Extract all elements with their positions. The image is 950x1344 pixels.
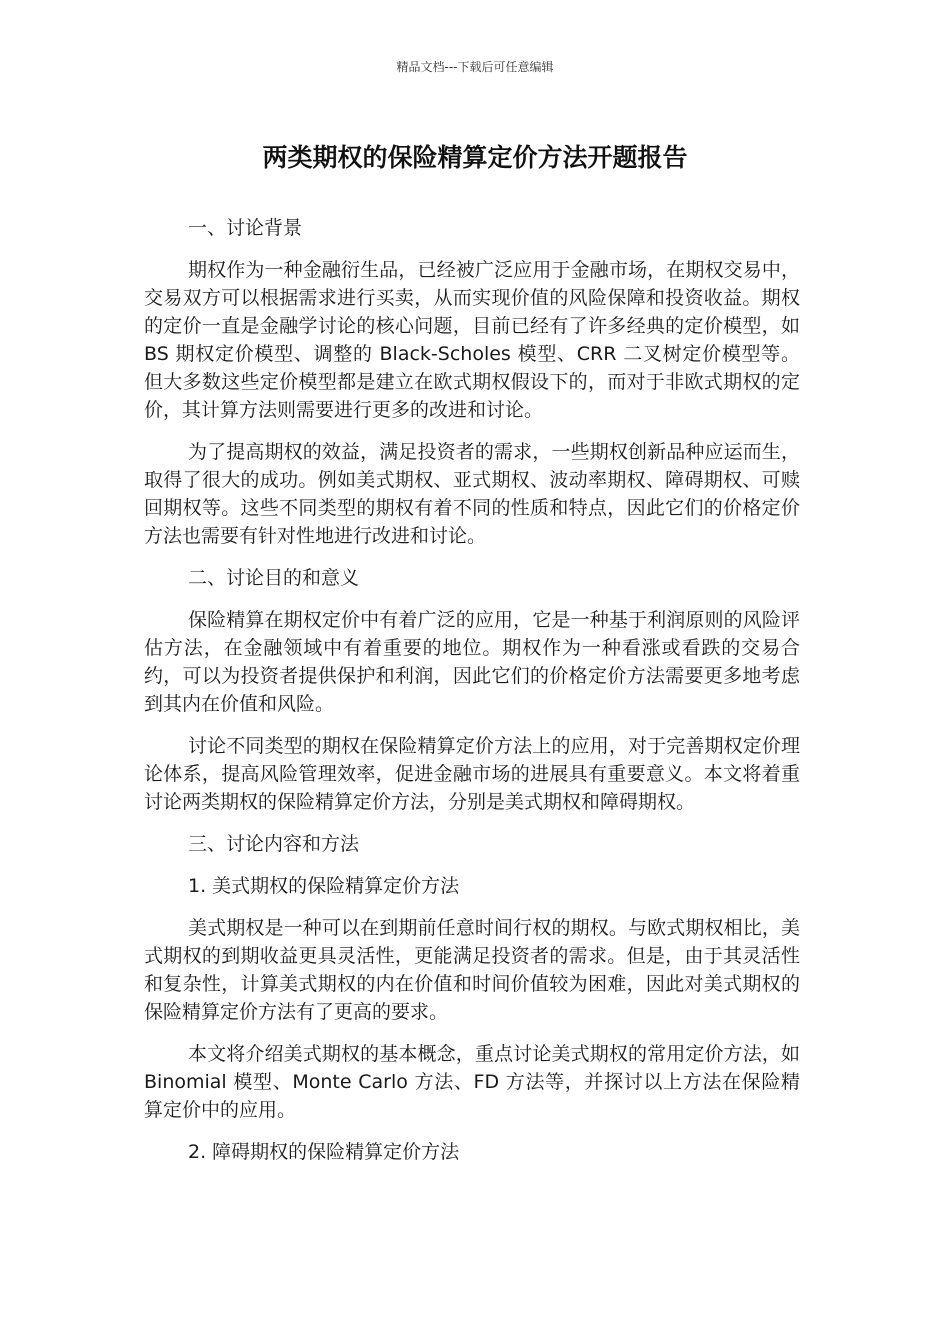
subsection-heading-american: 1. 美式期权的保险精算定价方法 <box>188 875 460 897</box>
document-title: 两类期权的保险精算定价方法开题报告 <box>262 143 688 172</box>
subsection-heading-barrier: 2. 障碍期权的保险精算定价方法 <box>188 1141 460 1163</box>
section-heading-background: 一、讨论背景 <box>188 217 303 239</box>
section-heading-purpose: 二、讨论目的和意义 <box>188 567 360 589</box>
section-heading-content: 三、讨论内容和方法 <box>188 833 360 855</box>
paragraph: 讨论不同类型的期权在保险精算定价方法上的应用，对于完善期权定价理论体系，提高风险管理效率，促进金融市场的进展具有重要意义。本文将着重讨论两类期权的保险精算定价方法，分别是美式期权和障碍期权。 <box>144 735 800 813</box>
paragraph: 美式期权是一种可以在到期前任意时间行权的期权。与欧式期权相比，美式期权的到期收益更具灵活性，更能满足投资者的需求。但是，由于其灵活性和复杂性，计算美式期权的内在价值和时间价值较为困难，因此对美式期权的保险精算定价方法有了更高的要求。 <box>144 917 800 1023</box>
document-body <box>144 214 800 1166</box>
paragraph: 期权作为一种金融衍生品，已经被广泛应用于金融市场，在期权交易中，交易双方可以根据需求进行买卖，从而实现价值的风险保障和投资收益。期权的定价一直是金融学讨论的核心问题，目前已经有了许多经典的定价模型，如 BS 期权定价模型、调整的 Black-Scholes 模型、CRR 二叉树定价模型等。但大多数这些定价模型都是建立在欧式期权假设下的，而对于非欧式期权的定价，其计算方法则需要进行更多的改进和讨论。 <box>144 259 800 421</box>
header-note: 精品文档---下载后可任意编辑 <box>396 60 554 74</box>
paragraph: 为了提高期权的效益，满足投资者的需求，一些期权创新品种应运而生，取得了很大的成功。例如美式期权、亚式期权、波动率期权、障碍期权、可赎回期权等。这些不同类型的期权有着不同的性质和特点，因此它们的价格定价方法也需要有针对性地进行改进和讨论。 <box>144 441 800 547</box>
paragraph: 本文将介绍美式期权的基本概念，重点讨论美式期权的常用定价方法，如 Binomial 模型、Monte Carlo 方法、FD 方法等，并探讨以上方法在保险精算定价中的应用。 <box>144 1043 800 1121</box>
paragraph: 保险精算在期权定价中有着广泛的应用，它是一种基于利润原则的风险评估方法，在金融领域中有着重要的地位。期权作为一种看涨或看跌的交易合约，可以为投资者提供保护和利润，因此它们的价格定价方法需要更多地考虑到其内在价值和风险。 <box>144 609 800 715</box>
